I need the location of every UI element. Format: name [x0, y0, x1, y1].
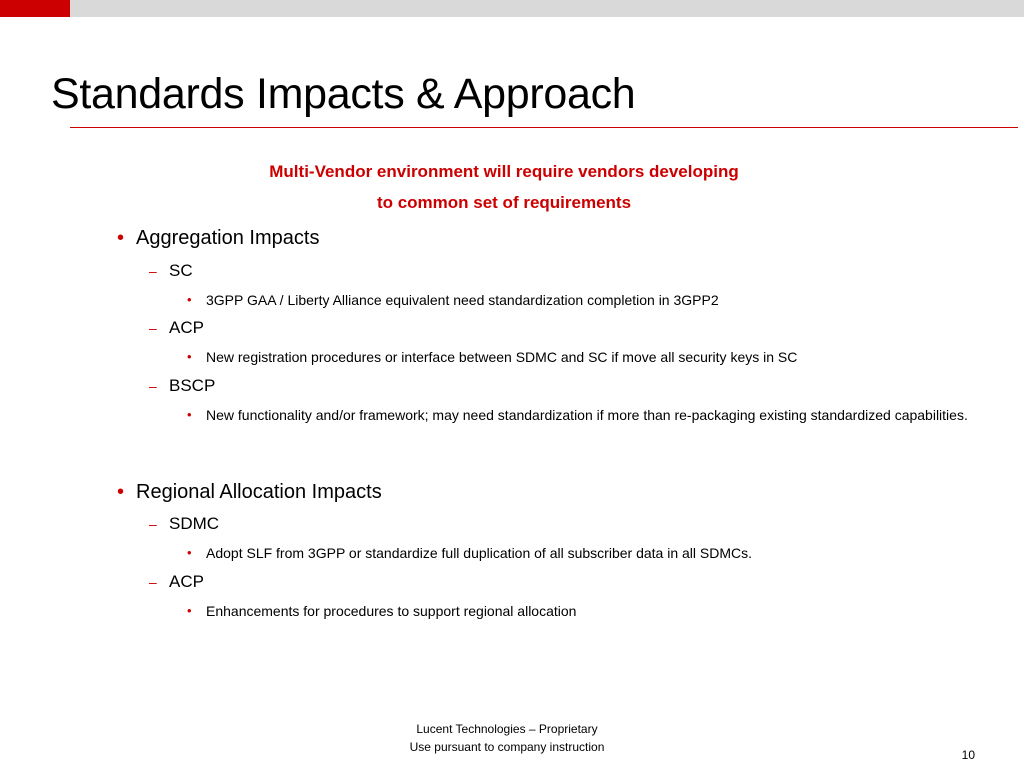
point-text: New functionality and/or framework; may need standardization if more than re-packaging existing standardized capabilities.: [206, 407, 968, 423]
subsection-bscp: [149, 376, 215, 396]
page-number: 10: [961, 748, 975, 762]
section-label: Regional Allocation Impacts: [136, 481, 382, 503]
point-text: New registration procedures or interface between SDMC and SC if move all security keys in SC: [206, 349, 798, 365]
small-bullet-icon: •: [187, 603, 192, 618]
dash-icon: –: [149, 378, 157, 394]
subsection-label: SC: [169, 261, 193, 280]
subsection-sc: [149, 261, 193, 281]
top-accent-bar: [0, 0, 70, 17]
subsection-label: ACP: [169, 318, 204, 337]
point-text: Enhancements for procedures to support regional allocation: [206, 603, 577, 619]
small-bullet-icon: •: [187, 292, 192, 307]
small-bullet-icon: •: [187, 545, 192, 560]
footer-proprietary: Lucent Technologies – Proprietary: [416, 722, 598, 736]
bullet-icon: •: [117, 481, 125, 503]
subsection-label: BSCP: [169, 376, 216, 395]
top-gray-bar: [70, 0, 1024, 17]
point-text: 3GPP GAA / Liberty Alliance equivalent need standardization completion in 3GPP2: [206, 292, 719, 308]
section-label: Aggregation Impacts: [136, 227, 320, 249]
title-divider: [70, 127, 1018, 128]
section-aggregation-impacts: [117, 226, 319, 250]
subtitle-line-1: Multi-Vendor environment will require vendors developing: [269, 162, 739, 181]
subsection-acp: [149, 318, 204, 338]
subsection-sdmc: [149, 514, 219, 534]
point-text: Adopt SLF from 3GPP or standardize full duplication of all subscriber data in all SDMCs.: [206, 545, 752, 561]
small-bullet-icon: •: [187, 407, 192, 422]
slide-title: Standards Impacts & Approach: [51, 70, 636, 118]
subtitle-line-2: to common set of requirements: [376, 193, 632, 212]
subsection-label: SDMC: [169, 514, 220, 533]
bullet-icon: •: [117, 227, 125, 249]
section-regional-allocation-impacts: [117, 480, 382, 504]
dash-icon: –: [149, 516, 157, 532]
dash-icon: –: [149, 574, 157, 590]
small-bullet-icon: •: [187, 349, 192, 364]
dash-icon: –: [149, 263, 157, 279]
subsection-acp-regional: [149, 572, 204, 592]
subsection-label: ACP: [169, 572, 204, 591]
footer-instruction: Use pursuant to company instruction: [409, 740, 605, 754]
dash-icon: –: [149, 320, 157, 336]
